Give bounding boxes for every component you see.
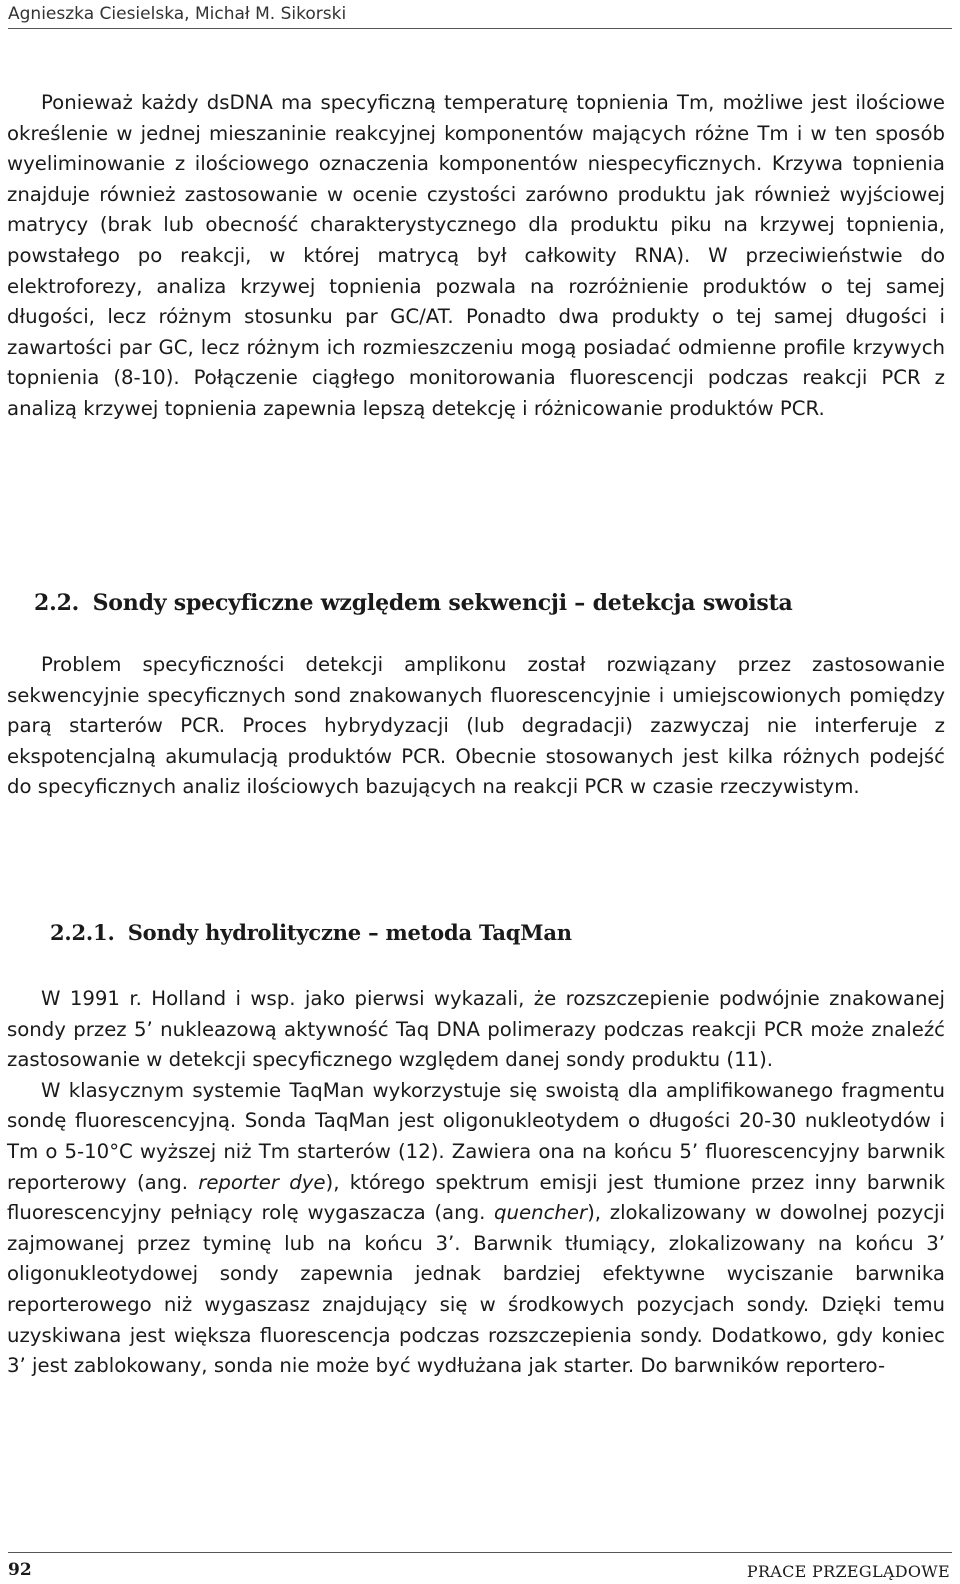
paragraph-text: Ponieważ każdy dsDNA ma specyficzną temperaturę topnienia Tm, możliwe jest ilościowe określenie w jednej mieszaninie reakcyjnej komponentów mających różne Tm i w ten sposób wyeliminowanie z ilościowego oznaczenia komponentów niespecyficznych. Krzywa topnienia znajduje również zastosowanie w ocenie czystości zarówno produktu jak również wyjściowej matrycy (brak lub obecność charakterystycznego dla produktu piku na krzywej topnienia, powstałego po reakcji, w której matrycą był całkowity RNA). W przeciwieństwie do elektroforezy, analiza krzywej topnienia pozwala na rozróżnienie produktów o tej samej długości, lecz różnym stosunku par GC/AT. Ponadto dwa produkty o tej samej długości i zawartości par GC, lecz różnym ich rozmieszczeniu mogą posiadać odmienne profile krzywych topnienia (8-10). Połączenie ciągłego monitorowania fluorescencji podczas reakcji PCR z analizą krzywej topnienia zapewnia lepszą detekcję i różnicowanie produktów PCR. [7,91,945,420]
section-title: Sondy specyficzne względem sekwencji – detekcja swoista [92,590,793,616]
paragraph-classic-taqman [7,1076,945,1382]
text-run: W klasycznym systemie TaqMan wykorzystuje się swoistą dla amplifikowanego fragmentu sondę fluorescencyjną. Sonda TaqMan jest oligonukleotydem o długości 20-30 nukleotydów i Tm o 5-10°C wyższej niż Tm starterów (12). Zawiera ona na końcu 5’ fluorescencyjny barwnik reporterowy (ang. [7,1078,945,1194]
running-head-authors: Agnieszka Ciesielska, Michał M. Sikorski [8,4,347,24]
page-number: 92 [8,1560,32,1580]
text-run: ), którego spektrum emisji jest tłumione przez inny barwnik fluorescencyjny pełniący rolę wygaszacza (ang. [7,1170,945,1225]
header-rule [8,28,952,29]
paragraph-text: Problem specyficzności detekcji amplikonu został rozwiązany przez zastosowanie sekwencyjnie specyficznych sond znakowanych fluorescencyjnie i umiejscowionych pomiędzy parą starterów PCR. Proces hybrydyzacji (lub degradacji) zazwyczaj nie interferuje z ekspotencjalną akumulacją produktów PCR. Obecnie stosowanych jest kilka różnych podejść do specyficznych analiz ilościowych bazujących na reakcji PCR w czasie rzeczywistym. [7,653,945,799]
term-quencher: quencher [494,1201,588,1225]
paragraph-melting-curve [7,88,945,425]
section-number: 2.2. [34,590,80,616]
section-number: 2.2.1. [50,920,115,945]
section-title: Sondy hydrolityczne – metoda TaqMan [127,920,572,945]
journal-section-name: PRACE PRZEGLĄDOWE [746,1562,950,1581]
term-reporter-dye: reporter dye [198,1170,326,1194]
paragraph-holland: W 1991 r. Holland i wsp. jako pierwsi wykazali, że rozszczepienie podwójnie znakowanej sondy przez 5’ nukleazową aktywność Taq DNA polimerazy podczas reakcji PCR może znaleźć zastosowanie w detekcji specyficznego względem danej sondy produktu (11). [7,987,945,1072]
section-heading-2-2 [34,590,793,616]
section-heading-2-2-1 [50,920,572,945]
text-run: ), zlokalizowany w dowolnej pozycji zajmowanej przez tyminę lub na końcu 3’. Barwnik tłumiący, zlokalizowany na końcu 3’ oligonukleotydowej sondy zapewnia jednak bardziej efektywne wyciszanie barwnika reporterowego niż wygaszasz znajdujący się w środkowych pozycjach sondy. Dzięki temu uzyskiwana jest większa fluorescencja podczas rozszczepienia sondy. Dodatkowo, gdy koniec 3’ jest zablokowany, sonda nie może być wydłużana jak starter. Do barwników reportero- [7,1201,945,1378]
paragraphs-taqman [7,984,945,1382]
footer-rule [8,1552,952,1553]
paragraph-specific-probes [7,650,945,803]
